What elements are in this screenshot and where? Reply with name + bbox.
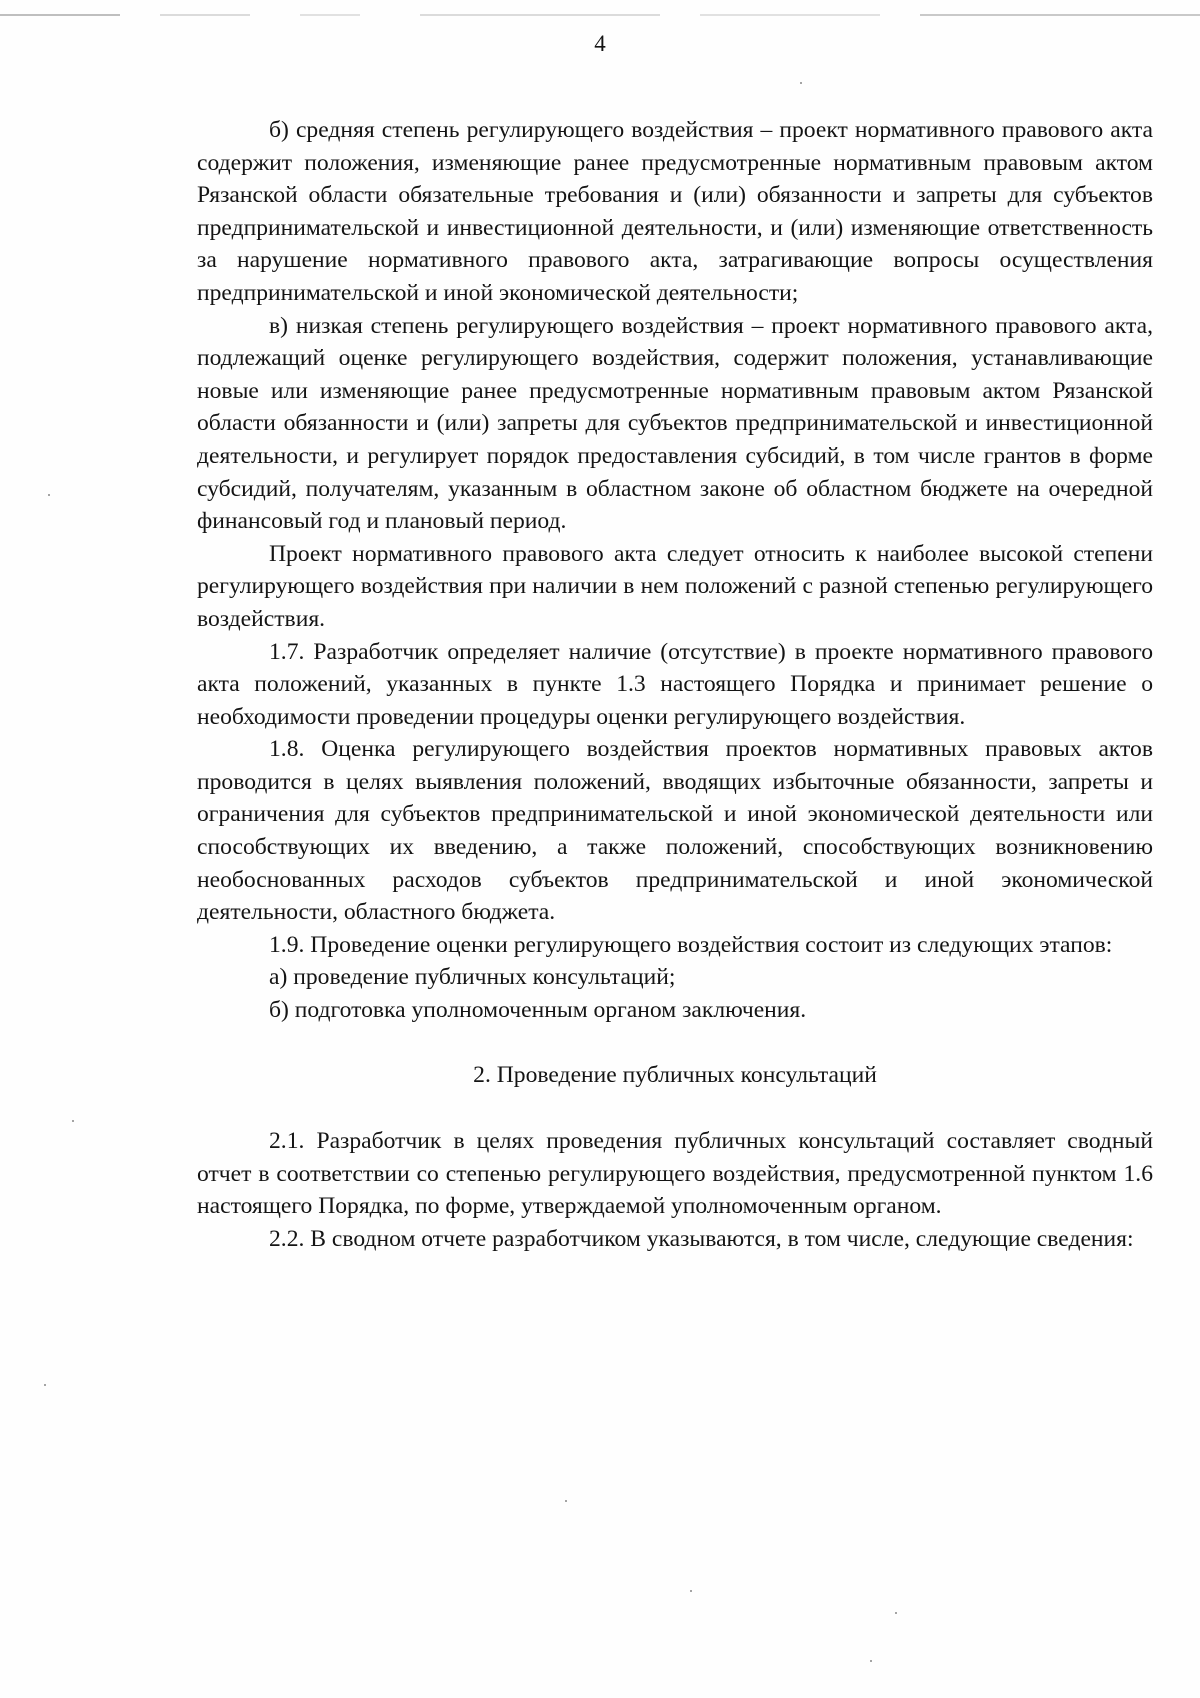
document-body bbox=[197, 114, 1153, 1256]
paragraph-1-8: 1.8. Оценка регулирующего воздействия проектов нормативных правовых актов проводится в целях выявления положений, вводящих избыточные обязанности, запреты и ограничения для субъектов предпринимательской и иной экономической деятельности или способствующих их введению, а также положений, способствующих возникновению необоснованных расходов субъектов предпринимательской и иной экономической деятельности, областного бюджета. bbox=[197, 736, 1153, 926]
paragraph-2-2: 2.2. В сводном отчете разработчиком указываются, в том числе, следующие сведения: bbox=[269, 1226, 1134, 1252]
list-item-a: а) проведение публичных консультаций; bbox=[269, 964, 676, 991]
paragraph-1-7: 1.7. Разработчик определяет наличие (отсутствие) в проекте нормативного правового акта положений, указанных в пункте 1.3 настоящего Порядка и принимает решение о необходимости проведении процедуры оценки регулирующего воздействия. bbox=[197, 638, 1153, 730]
scan-artifact-top bbox=[0, 14, 1200, 18]
paragraph-highest-degree-rule: Проект нормативного правового акта следует относить к наиболее высокой степени регулирующего воздействия при наличии в нем положений с разной степенью регулирующего воздействия. bbox=[197, 540, 1153, 632]
list-item-b: б) подготовка уполномоченным органом заключения. bbox=[269, 997, 807, 1024]
paragraph-1-9: 1.9. Проведение оценки регулирующего воздействия состоит из следующих этапов: bbox=[269, 931, 1113, 958]
paragraph-b-medium-degree: б) средняя степень регулирующего воздействия – проект нормативного правового акта содержит положения, изменяющие ранее предусмотренные нормативным правовым актом Рязанской области обязательные требования и (или) обязанности и запреты для субъектов предпринимательской и инвестиционной деятельности, и (или) изменяющие ответственность за нарушение нормативного правового акта, затрагивающие вопросы осуществления предпринимательской и иной экономической деятельности; bbox=[197, 117, 1153, 306]
section-heading: 2. Проведение публичных консультаций bbox=[473, 1061, 877, 1088]
paragraph-v-low-degree: в) низкая степень регулирующего воздействия – проект нормативного правового акта, подлежащий оценке регулирующего воздействия, содержит положения, устанавливающие новые или изменяющие ранее предусмотренные нормативным правовым актом Рязанской области обязанности и (или) запреты для субъектов предпринимательской и инвестиционной деятельности, и регулирует порядок предоставления субсидий, в том числе грантов в форме субсидий, получателям, указанным в областном законе об областном бюджете на очередной финансовый год и плановый период. bbox=[197, 312, 1153, 535]
paragraph-2-1: 2.1. Разработчик в целях проведения публичных консультаций составляет сводный отчет в соответствии со степенью регулирующего воздействия, предусмотренной пунктом 1.6 настоящего Порядка, по форме, утверждаемой уполномоченным органом. bbox=[197, 1128, 1153, 1220]
page-number: 4 bbox=[594, 31, 606, 56]
